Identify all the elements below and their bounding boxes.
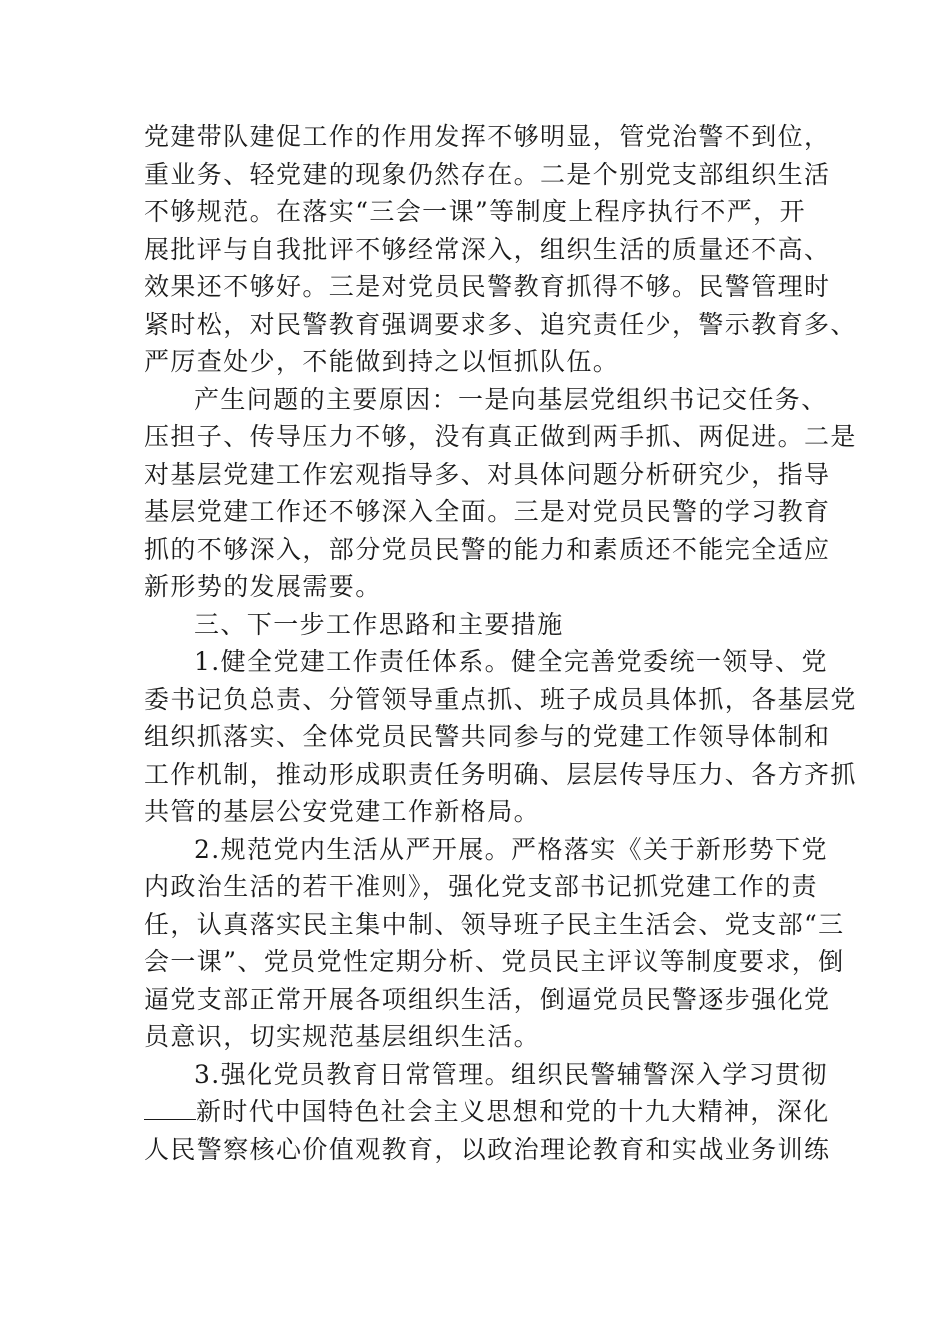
text-line: 任，认真落实民主集中制、领导班子民主生活会、党支部“三 bbox=[144, 909, 845, 939]
text-line: 委书记负总责、分管领导重点抓、班子成员具体抓，各基层党 bbox=[144, 684, 857, 714]
text-line: 效果还不够好。三是对党员民警教育抓得不够。民警管理时 bbox=[144, 272, 831, 301]
text-line: 共管的基层公安党建工作新格局。 bbox=[144, 797, 541, 826]
text-line: 3.强化党员教育日常管理。组织民警辅警深入学习贯彻 bbox=[194, 1059, 828, 1089]
redacted-blank bbox=[144, 1097, 196, 1120]
text-line: 员意识，切实规范基层组织生活。 bbox=[144, 1022, 541, 1051]
text-line-with-blank bbox=[144, 1093, 830, 1131]
section-heading: 三、下一步工作思路和主要措施 bbox=[194, 609, 564, 639]
text-line: 党建带队建促工作的作用发挥不够明显，管党治警不到位， bbox=[144, 122, 831, 151]
text-line: 1.健全党建工作责任体系。健全完善党委统一领导、党 bbox=[194, 647, 828, 676]
text-segment: 新时代中国特色社会主义思想和党的十九大精神，深化 bbox=[196, 1097, 830, 1126]
text-line: 基层党建工作还不够深入全面。三是对党员民警的学习教育 bbox=[144, 497, 831, 526]
text-line: 展批评与自我批评不够经常深入，组织生活的质量还不高、 bbox=[144, 234, 831, 264]
document-body bbox=[144, 118, 857, 1168]
text-line: 2.规范党内生活从严开展。严格落实《关于新形势下党 bbox=[194, 834, 828, 864]
text-line: 不够规范。在落实“三会一课”等制度上程序执行不严，开 bbox=[144, 197, 806, 226]
text-line: 内政治生活的若干准则》，强化党支部书记抓党建工作的责 bbox=[144, 872, 818, 901]
text-line: 重业务、轻党建的现象仍然存在。二是个别党支部组织生活 bbox=[144, 159, 831, 189]
text-line: 逼党支部正常开展各项组织生活，倒逼党员民警逐步强化党 bbox=[144, 984, 831, 1014]
text-line: 会一课”、党员党性定期分析、党员民主评议等制度要求，倒 bbox=[144, 947, 845, 976]
text-line: 抓的不够深入，部分党员民警的能力和素质还不能完全适应 bbox=[144, 534, 831, 564]
text-line: 严厉查处少，不能做到持之以恒抓队伍。 bbox=[144, 347, 620, 376]
text-line: 对基层党建工作宏观指导多、对具体问题分析研究少，指导 bbox=[144, 459, 831, 489]
text-line: 工作机制，推动形成职责任务明确、层层传导压力、各方齐抓 bbox=[144, 759, 857, 789]
text-line: 产生问题的主要原因：一是向基层党组织书记交任务、 bbox=[194, 384, 828, 414]
text-line: 压担子、传导压力不够，没有真正做到两手抓、两促进。二是 bbox=[144, 422, 857, 451]
text-line: 紧时松，对民警教育强调要求多、追究责任少，警示教育多、 bbox=[144, 309, 857, 339]
text-line: 新形势的发展需要。 bbox=[144, 572, 382, 601]
text-line: 人民警察核心价值观教育，以政治理论教育和实战业务训练 bbox=[144, 1134, 831, 1164]
text-line: 组织抓落实、全体党员民警共同参与的党建工作领导体制和 bbox=[144, 722, 831, 751]
